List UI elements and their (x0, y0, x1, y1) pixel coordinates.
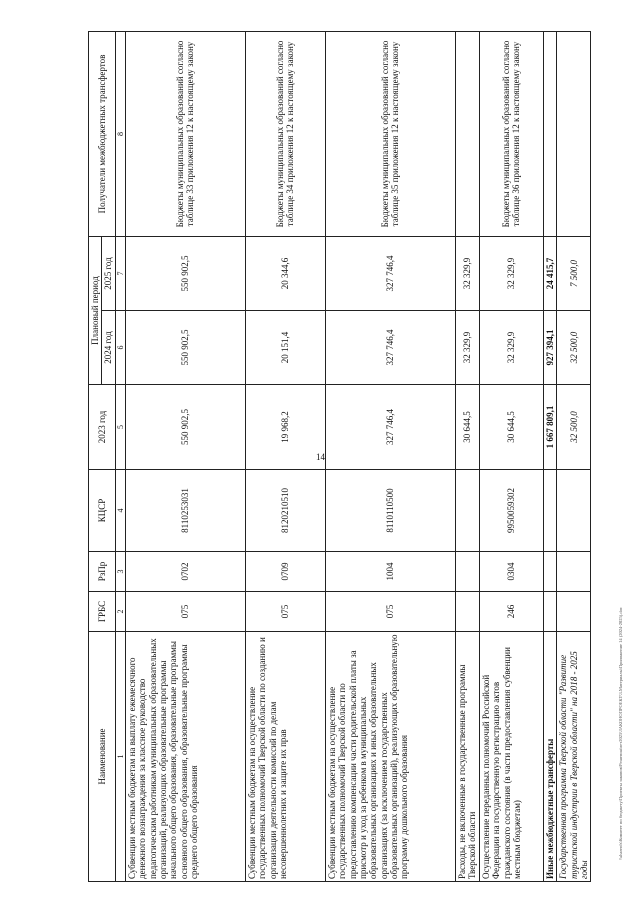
row-2024: 327 746,4 (325, 311, 455, 385)
col-number: 6 (115, 311, 125, 385)
empty-cell (557, 32, 591, 237)
row-2025: 32 329,9 (479, 237, 543, 311)
program-2024: 32 500,0 (557, 311, 591, 385)
total-name: Иные межбюджетные трансферты (543, 632, 556, 882)
row-2023: 327 746,4 (325, 385, 455, 470)
header-plan-period: Плановый период (89, 237, 102, 385)
row-recipients: Бюджеты муниципальных образований согласно таблице 36 приложения 12 к настоящему закону (479, 32, 543, 237)
table-row (479, 32, 543, 882)
row-name: Субвенции местным бюджетам на осуществление государственных полномочий Тверской области по предоставлению компенсации части родительской платы за присмотр и уход за ребенком в муниципальных образовательных организациях и иных образовательных организациях (за исключением государственных образовательных организаций), реализующих образовательную программу дошкольного образования (325, 632, 455, 882)
row-recipients (455, 32, 479, 237)
row-2025: 550 902,5 (125, 237, 245, 311)
column-number-row (115, 32, 125, 882)
row-recipients: Бюджеты муниципальных образований согласно таблице 34 приложения 12 к настоящему закону (245, 32, 325, 237)
header-recipients: Получатели межбюджетных трансфертов (89, 32, 116, 237)
row-rzpr: 0702 (125, 552, 245, 592)
rotated-page (88, 32, 608, 882)
total-2024: 927 394,1 (543, 311, 556, 385)
total-row (543, 32, 556, 882)
header-grbs: ГРБС (89, 592, 116, 632)
row-name: Осуществление переданных полномочий Российской Федерации на государственную регистрацию актов гражданского состояния (в части предоставления субвенции местным бюджетам) (479, 632, 543, 882)
row-2023: 550 902,5 (125, 385, 245, 470)
col-number: 2 (115, 592, 125, 632)
row-kcsr: 8110253031 (125, 470, 245, 552)
table-row (125, 32, 245, 882)
program-row (557, 32, 591, 882)
empty-cell (543, 552, 556, 592)
row-name: Субвенции местным бюджетам на выплату ежемесячного денежного вознаграждения за классное руководство педагогическим работникам муниципальных образовательных организаций, реализующих образовательные программы начального общего образования, образовательные программы основного общего образования, образовательные программы среднего общего образования (125, 632, 245, 882)
table-row (455, 32, 479, 882)
row-kcsr: 8120210510 (245, 470, 325, 552)
header-kcsr: КЦСР (89, 470, 116, 552)
row-kcsr (455, 470, 479, 552)
empty-cell (557, 552, 591, 592)
row-kcsr: 9950059302 (479, 470, 543, 552)
col-number: 7 (115, 237, 125, 311)
row-2024: 32 329,9 (479, 311, 543, 385)
row-2025: 32 329,9 (455, 237, 479, 311)
empty-cell (557, 470, 591, 552)
row-grbs: 246 (479, 592, 543, 632)
row-grbs: 075 (245, 592, 325, 632)
row-name: Субвенции местным бюджетам на осуществление государственных полномочий Тверской области по созданию и организации деятельности комиссий по делам несовершеннолетних и защите их прав (245, 632, 325, 882)
row-2023: 30 644,5 (479, 385, 543, 470)
col-number: 3 (115, 552, 125, 592)
row-2024: 550 902,5 (125, 311, 245, 385)
header-2025: 2025 год (102, 237, 115, 311)
row-2023: 30 644,5 (455, 385, 479, 470)
col-number: 4 (115, 470, 125, 552)
empty-cell (557, 592, 591, 632)
row-grbs: 075 (325, 592, 455, 632)
page-number: 14 (316, 452, 325, 462)
row-name: Расходы, не включенные в государственные программы Тверской области (455, 632, 479, 882)
total-2025: 24 415,7 (543, 237, 556, 311)
row-rzpr (455, 552, 479, 592)
program-name: Государственная программа Тверской области "Развитие туристской индустрии в Тверской области" на 2018 - 2025 годы (557, 632, 591, 882)
row-2024: 20 151,4 (245, 311, 325, 385)
row-rzpr: 0304 (479, 552, 543, 592)
row-recipients: Бюджеты муниципальных образований согласно таблице 33 приложения 12 к настоящему закону (125, 32, 245, 237)
row-rzpr: 0709 (245, 552, 325, 592)
row-rzpr: 1004 (325, 552, 455, 592)
transfers-table (88, 31, 591, 882)
header-row (89, 32, 102, 882)
header-2024: 2024 год (102, 311, 115, 385)
col-number: 1 (115, 632, 125, 882)
col-number: 5 (115, 385, 125, 470)
row-grbs: 075 (125, 592, 245, 632)
header-rzpr: РзПр (89, 552, 116, 592)
file-path-footer: \\sharenfs\Комитет по бюджету\Проекты законов\Решения\лет2025\ЗАКОНОПРОЕКТ\3.Материалы\Приложение 14 (2024-2025).doc (618, 607, 623, 860)
header-2023: 2023 год (89, 385, 116, 470)
empty-cell (543, 470, 556, 552)
row-2023: 19 968,2 (245, 385, 325, 470)
total-2023: 1 667 809,1 (543, 385, 556, 470)
row-grbs (455, 592, 479, 632)
col-number: 8 (115, 32, 125, 237)
row-2025: 20 344,6 (245, 237, 325, 311)
table-row (245, 32, 325, 882)
empty-cell (543, 32, 556, 237)
program-2023: 32 500,0 (557, 385, 591, 470)
row-kcsr: 8110110500 (325, 470, 455, 552)
row-recipients: Бюджеты муниципальных образований согласно таблице 35 приложения 12 к настоящему закону (325, 32, 455, 237)
program-2025: 7 500,0 (557, 237, 591, 311)
row-2025: 327 746,4 (325, 237, 455, 311)
header-name: Наименование (89, 632, 116, 882)
table-row (325, 32, 455, 882)
empty-cell (543, 592, 556, 632)
row-2024: 32 329,9 (455, 311, 479, 385)
